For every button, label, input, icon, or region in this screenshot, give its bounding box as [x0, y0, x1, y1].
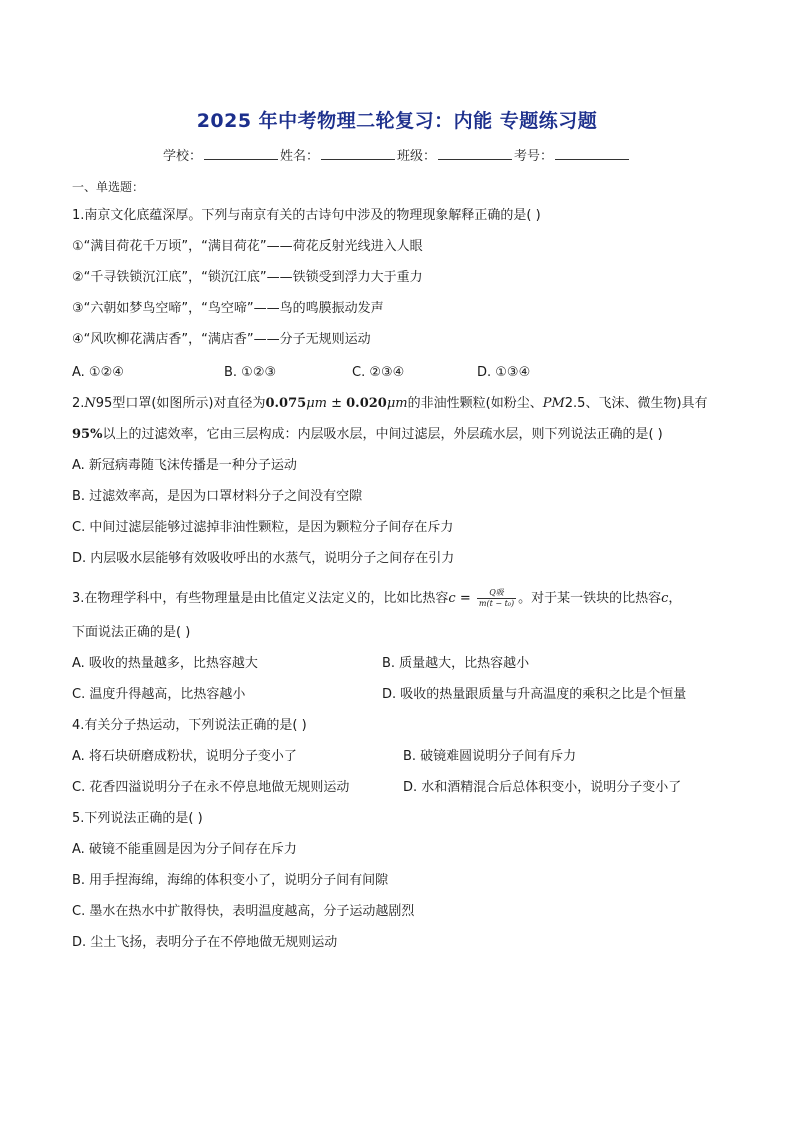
q4-stem: 4.有关分子热运动，下列说法正确的是( ) — [72, 718, 307, 733]
name-blank — [321, 147, 395, 160]
student-info-row — [0, 145, 794, 164]
q2-stem-text: 95型口罩(如图所示)对直径为 — [95, 396, 266, 411]
q2-stem-text-2: 的非油性颗粒(如粉尘、 — [407, 396, 543, 411]
q1-item-3: ③“六朝如梦鸟空啼”，“鸟空啼”——鸟的鸣膜振动发声 — [72, 301, 384, 316]
q2-option-c: C. 中间过滤层能够过滤掉非油性颗粒，是因为颗粒分子间存在斥力 — [72, 520, 454, 535]
school-label: 学校： — [162, 149, 202, 164]
q2-plus-minus: ± — [326, 396, 347, 411]
q1-option-d: D. ①③④ — [477, 365, 531, 380]
q2-option-a: A. 新冠病毒随飞沫传播是一种分子运动 — [72, 458, 297, 473]
q5-option-a: A. 破镜不能重圆是因为分子间存在斥力 — [72, 842, 297, 857]
q1-item-2: ②“千寻铁锁沉江底”，“锁沉江底”——铁锁受到浮力大于重力 — [72, 270, 423, 285]
q3-stem-line2: 下面说法正确的是( ) — [72, 625, 191, 640]
q3-option-b: B. 质量越大，比热容越小 — [382, 656, 530, 671]
q5-option-d: D. 尘土飞扬，表明分子在不停地做无规则运动 — [72, 935, 338, 950]
q2-option-b: B. 过滤效率高，是因为口罩材料分子之间没有空隙 — [72, 489, 363, 504]
q5-option-b: B. 用手捏海绵，海绵的体积变小了，说明分子间有间隙 — [72, 873, 389, 888]
q5-stem: 5.下列说法正确的是( ) — [72, 811, 203, 826]
q2-unit-1: μm — [306, 396, 327, 411]
q3-c-var-2: c — [661, 591, 669, 606]
q2-n-var: N — [84, 396, 96, 411]
q3-stem-line1 — [72, 588, 681, 609]
q4-option-d: D. 水和酒精混合后总体积变小，说明分子变小了 — [403, 780, 682, 795]
q2-percent: 95% — [72, 427, 103, 442]
school-blank — [204, 147, 278, 160]
q2-option-d: D. 内层吸水层能够有效吸收呼出的水蒸气，说明分子之间存在引力 — [72, 551, 455, 566]
number-label: 考号： — [514, 149, 554, 164]
q1-item-4: ④“风吹柳花满店香”，“满店香”——分子无规则运动 — [72, 332, 371, 347]
q1-option-a: A. ①②④ — [72, 365, 124, 380]
q2-stem-rest: 以上的过滤效率，它由三层构成：内层吸水层，中间过滤层，外层疏水层，则下列说法正确的是( ) — [102, 427, 663, 442]
q3-option-d: D. 吸收的热量跟质量与升高温度的乘积之比是个恒量 — [382, 687, 687, 702]
q1-stem: 1.南京文化底蕴深厚。下列与南京有关的古诗句中涉及的物理现象解释正确的是( ) — [72, 208, 541, 223]
class-blank — [438, 147, 512, 160]
q1-option-b: B. ①②③ — [224, 365, 277, 380]
q1-item-1: ①“满目荷花千万顷”，“满目荷花”——荷花反射光线进入人眼 — [72, 239, 423, 254]
q2-stem-line2 — [72, 426, 663, 444]
q2-stem-text-3: 2.5、飞沫、微生物)具有 — [564, 396, 708, 411]
q3-formula-fraction — [477, 588, 516, 609]
q2-value-2: 0.020 — [346, 396, 387, 411]
q3-equals: = — [455, 591, 475, 606]
q3-stem-text-3: ， — [668, 591, 682, 606]
q3-option-c: C. 温度升得越高，比热容越小 — [72, 687, 246, 702]
q3-fraction-numerator: Q吸 — [477, 588, 516, 599]
q4-option-a: A. 将石块研磨成粉状，说明分子变小了 — [72, 749, 297, 764]
q3-c-var: c — [448, 591, 456, 606]
q5-option-c: C. 墨水在热水中扩散得快，表明温度越高，分子运动越剧烈 — [72, 904, 415, 919]
q3-option-a: A. 吸收的热量越多，比热容越大 — [72, 656, 258, 671]
name-label: 姓名： — [279, 149, 319, 164]
q2-number: 2. — [72, 396, 85, 411]
class-label: 班级： — [397, 149, 437, 164]
q2-value-1: 0.075 — [265, 396, 307, 411]
q3-stem-text: 3.在物理学科中，有些物理量是由比值定义法定义的，比如比热容 — [72, 591, 449, 606]
q3-stem-text-2: 。对于某一铁块的比热容 — [518, 591, 662, 606]
page-title: 2025 年中考物理二轮复习：内能 专题练习题 — [196, 110, 598, 132]
q2-stem-line1 — [72, 395, 708, 413]
section-heading: 一、单选题： — [72, 180, 145, 194]
q4-option-b: B. 破镜难圆说明分子间有斥力 — [403, 749, 577, 764]
q2-pm-var: PM — [542, 396, 565, 411]
number-blank — [555, 147, 629, 160]
q3-fraction-denominator: m(t − t₀) — [478, 599, 515, 608]
q2-unit-2: μm — [386, 396, 408, 411]
q4-option-c: C. 花香四溢说明分子在永不停息地做无规则运动 — [72, 780, 350, 795]
q1-option-c: C. ②③④ — [352, 365, 405, 380]
